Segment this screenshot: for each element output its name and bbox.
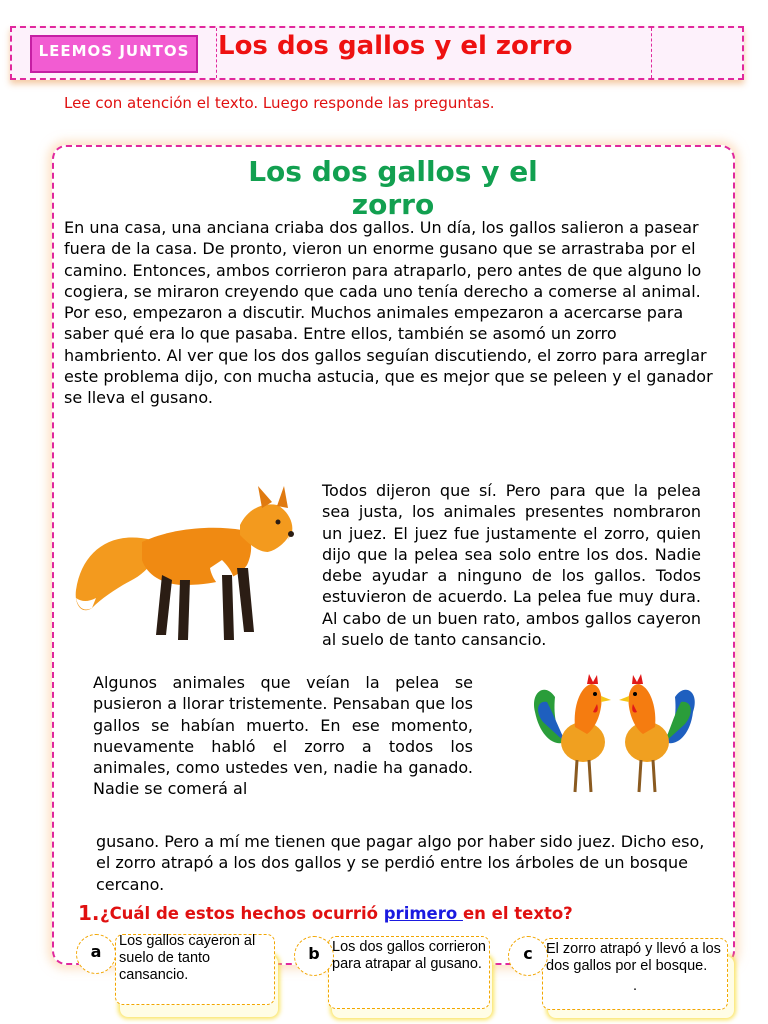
question-text-start: ¿Cuál de estos hechos ocurrió xyxy=(100,904,384,923)
rooster-right xyxy=(619,674,695,792)
instruction-text: Lee con atención el texto. Luego responde las preguntas. xyxy=(64,94,495,112)
header-divider xyxy=(651,28,652,78)
page-title: Los dos gallos y el zorro xyxy=(218,31,573,61)
story-paragraph-2: Todos dijeron que sí. Pero para que la pelea sea justa, los animales presentes nombraron un juez. El juez fue justamente el zorro, quien dijo que la pelea sea solo entre los dos. Nadie debe ayudar a ninguno de los gallos. Todos estuvieron de acuerdo. La pelea fue muy dura. Al cabo de un buen rato, ambos gallos cayeron al suelo de tanto cansancio. xyxy=(322,481,701,650)
rooster-left xyxy=(534,674,611,792)
header-divider xyxy=(216,28,217,78)
option-a-letter[interactable]: a xyxy=(76,934,116,974)
question-text xyxy=(100,904,573,923)
leemos-juntos-badge: LEEMOS JUNTOS xyxy=(30,35,198,73)
roosters-illustration xyxy=(525,672,705,804)
story-title: Los dos gallos y el zorro xyxy=(248,155,538,221)
story-paragraph-3: Algunos animales que veían la pelea se pusieron a llorar tristemente. Pensaban que los gallos se habían muerto. En ese momento, nuevamente habló el zorro a todos los animales, como ustedes ven, nadie ha ganado. Nadie se comerá al xyxy=(93,673,473,799)
story-paragraph-4: gusano. Pero a mí me tienen que pagar algo por haber sido juez. Dicho eso, el zorro atrapó a los dos gallos y se perdió entre los árboles de un bosque cercano. xyxy=(96,832,705,894)
option-c-text: El zorro atrapó y llevó a los dos gallos por el bosque. xyxy=(546,941,721,974)
option-b-text: Los dos gallos corrieron para atrapar al gusano. xyxy=(332,939,486,972)
question-emphasis: primero xyxy=(383,904,463,923)
fox-illustration xyxy=(72,480,300,648)
story-paragraph-1: En una casa, una anciana criaba dos gallos. Un día, los gallos salieron a pasear fuera de la casa. De pronto, vieron un enorme gusano que se arrastraba por el camino. Entonces, ambos corrieron para atraparlo, pero antes de que alguno lo cogiera, se miraron creyendo que cada uno tenía derecho a comerse al animal. Por eso, empezaron a discutir. Muchos animales empezaron a acercarse para saber qué era lo que pasaba. Entre ellos, también se asomó un zorro hambriento. Al ver que los dos gallos seguían discutiendo, el zorro para arreglar este problema dijo, con mucha astucia, que es mejor que se peleen y el ganador se lleva el gusano. xyxy=(64,218,713,408)
option-b-letter[interactable]: b xyxy=(294,936,334,976)
option-a-text: Los gallos cayeron al suelo de tanto cansancio. xyxy=(119,933,256,983)
option-c-trailing-dot: . xyxy=(633,978,638,994)
question-text-end: en el texto? xyxy=(462,904,573,923)
option-c-letter[interactable]: c xyxy=(508,936,548,976)
question-number: 1. xyxy=(78,901,100,925)
